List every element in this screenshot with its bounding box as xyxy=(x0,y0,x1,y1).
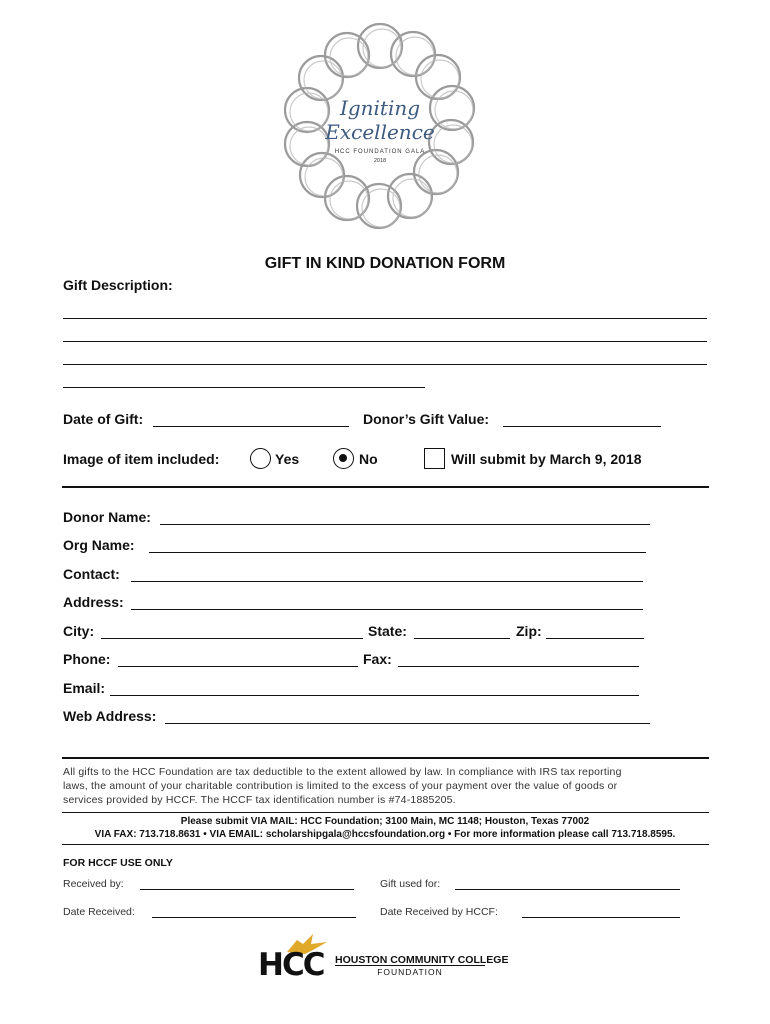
section-divider xyxy=(62,757,709,759)
section-divider xyxy=(62,812,709,813)
radio-yes-label: Yes xyxy=(275,451,300,467)
donor-name-field[interactable] xyxy=(160,524,650,525)
state-field[interactable] xyxy=(414,638,510,639)
zip-label: Zip: xyxy=(516,623,542,639)
hcc-foundation-sub: FOUNDATION xyxy=(335,965,485,977)
form-title: GIFT IN KIND DONATION FORM xyxy=(264,255,506,272)
hcc-foundation-logo xyxy=(255,932,509,983)
date-of-gift-field[interactable] xyxy=(153,426,349,427)
donor-gift-value-field[interactable] xyxy=(503,426,661,427)
state-label: State: xyxy=(368,623,407,639)
will-submit-later-label: Will submit by March 9, 2018 xyxy=(451,451,642,467)
date-received-field[interactable] xyxy=(152,917,356,918)
org-name-field[interactable] xyxy=(149,552,646,553)
donor-name-label: Donor Name: xyxy=(63,509,151,525)
radio-no[interactable] xyxy=(333,448,354,469)
date-received-by-hccf-label: Date Received by HCCF: xyxy=(380,906,498,918)
image-included-label: Image of item included: xyxy=(63,451,220,467)
email-field[interactable] xyxy=(110,695,639,696)
logo-line-gala: HCC FOUNDATION GALA xyxy=(334,149,426,155)
received-by-field[interactable] xyxy=(140,889,354,890)
org-name-label: Org Name: xyxy=(63,537,135,553)
gift-description-line-3[interactable] xyxy=(63,364,707,365)
gift-description-line-4[interactable] xyxy=(63,387,425,388)
office-use-heading: FOR HCCF USE ONLY xyxy=(63,857,173,869)
zip-field[interactable] xyxy=(546,638,644,639)
submission-mail-info: Please submit VIA MAIL: HCC Foundation; 3100 Main, MC 1148; Houston, Texas 77002 xyxy=(180,816,590,827)
tax-disclaimer-line-1: All gifts to the HCC Foundation are tax deductible to the extent allowed by law. In compliance with IRS tax reporting xyxy=(63,766,622,778)
email-label: Email: xyxy=(63,680,106,696)
radio-yes[interactable] xyxy=(250,448,271,469)
city-label: City: xyxy=(63,623,95,639)
donor-gift-value-label: Donor’s Gift Value: xyxy=(363,411,490,427)
fax-field[interactable] xyxy=(398,666,639,667)
section-divider xyxy=(62,486,709,488)
city-field[interactable] xyxy=(101,638,363,639)
submission-fax-email-info: VIA FAX: 713.718.8631 • VIA EMAIL: scholarshipgala@hccsfoundation.org • For more information please call 713.718.8595. xyxy=(94,829,676,840)
address-label: Address: xyxy=(63,594,124,610)
hcc-mark: HCC xyxy=(258,947,324,983)
contact-field[interactable] xyxy=(131,581,643,582)
web-address-label: Web Address: xyxy=(63,708,157,724)
received-by-label: Received by: xyxy=(63,878,124,890)
radio-selected-dot xyxy=(339,454,347,462)
logo-line-excellence: Excellence xyxy=(325,120,435,144)
logo-line-year: 2018 xyxy=(373,158,387,164)
phone-field[interactable] xyxy=(118,666,358,667)
tax-disclaimer-line-3: services provided by HCCF. The HCCF tax identification number is #74-1885205. xyxy=(63,794,456,806)
radio-no-label: No xyxy=(359,451,378,467)
fax-label: Fax: xyxy=(363,651,392,667)
web-address-field[interactable] xyxy=(165,723,650,724)
date-of-gift-label: Date of Gift: xyxy=(63,411,144,427)
gift-description-label: Gift Description: xyxy=(63,277,173,293)
logo-line-igniting: Igniting xyxy=(339,96,421,120)
gift-used-for-label: Gift used for: xyxy=(380,878,441,890)
section-divider xyxy=(62,844,709,845)
tax-disclaimer-line-2: laws, the amount of your charitable contribution is limited to the excess of your payment over the value of goods or xyxy=(63,780,618,792)
date-received-by-hccf-field[interactable] xyxy=(522,917,680,918)
gift-used-for-field[interactable] xyxy=(455,889,680,890)
address-field[interactable] xyxy=(131,609,643,610)
phone-label: Phone: xyxy=(63,651,111,667)
gift-description-line-2[interactable] xyxy=(63,341,707,342)
will-submit-later-checkbox[interactable] xyxy=(424,448,445,469)
contact-label: Contact: xyxy=(63,566,120,582)
hcc-name: HOUSTON COMMUNITY COLLEGE xyxy=(335,954,509,966)
date-received-label: Date Received: xyxy=(63,906,135,918)
gift-description-line-1[interactable] xyxy=(63,318,707,319)
gala-logo xyxy=(275,20,485,235)
